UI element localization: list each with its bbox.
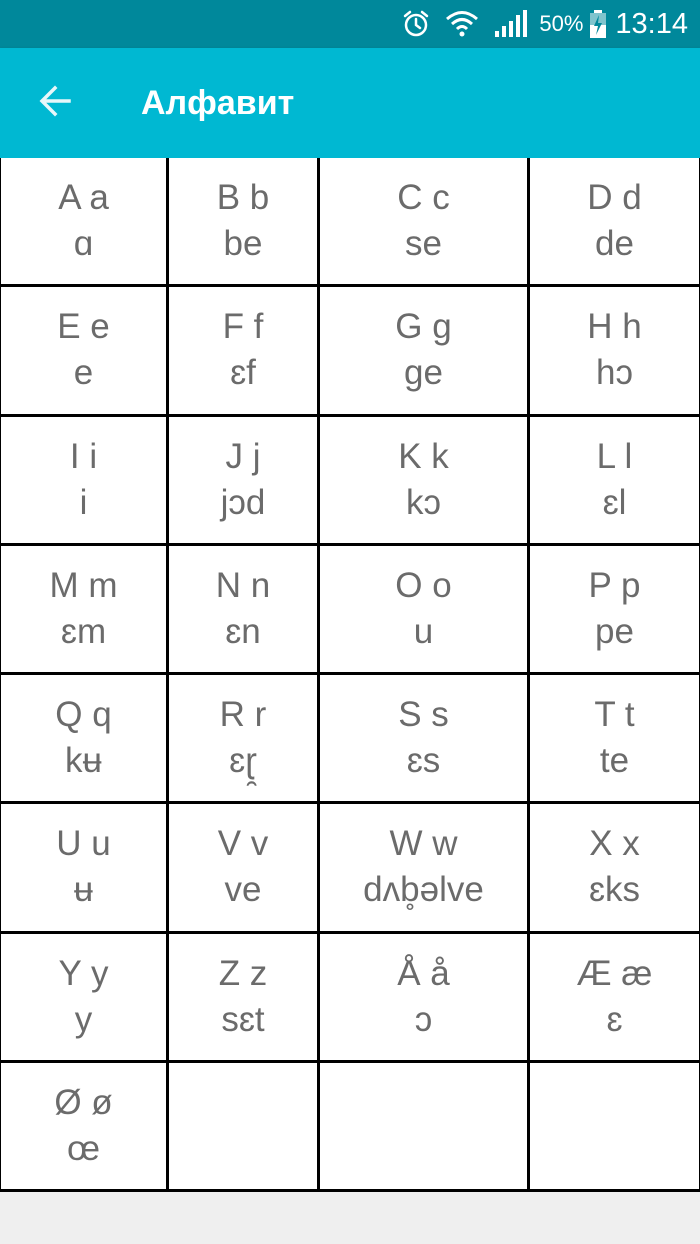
alphabet-grid — [0, 158, 700, 1192]
letter-label: A a — [58, 178, 109, 218]
pronunciation-label: kʉ — [65, 741, 102, 781]
letter-cell[interactable] — [169, 287, 320, 416]
letter-cell[interactable] — [530, 804, 700, 933]
pronunciation-label: ɛl — [602, 482, 627, 522]
letter-label: Ø ø — [54, 1082, 113, 1122]
letter-label: B b — [216, 178, 270, 218]
pronunciation-label: ɛs — [406, 741, 441, 781]
letter-cell[interactable] — [0, 1063, 169, 1192]
pronunciation-label: e — [73, 353, 94, 393]
letter-label: S s — [398, 695, 449, 735]
letter-label: F f — [222, 307, 264, 347]
pronunciation-label: ɛks — [588, 870, 641, 910]
letter-label: T t — [594, 695, 635, 735]
letter-cell[interactable] — [320, 158, 530, 287]
letter-cell[interactable] — [0, 546, 169, 675]
letter-label: P p — [588, 565, 641, 605]
letter-label: Z z — [218, 953, 268, 993]
pronunciation-label: ɑ — [73, 224, 94, 264]
letter-label: E e — [57, 307, 110, 347]
pronunciation-label: se — [405, 224, 442, 264]
letter-label: L l — [596, 436, 633, 476]
letter-label: Æ æ — [576, 953, 653, 993]
letter-label: X x — [589, 824, 640, 864]
letter-cell[interactable] — [320, 804, 530, 933]
pronunciation-label: y — [74, 999, 93, 1039]
letter-label: K k — [398, 436, 449, 476]
pronunciation-label: ɛ — [606, 999, 623, 1039]
letter-cell[interactable] — [320, 934, 530, 1063]
letter-label: I i — [69, 436, 98, 476]
pronunciation-label: ɛn — [225, 611, 261, 651]
pronunciation-label: jɔd — [220, 482, 266, 522]
pronunciation-label: œ — [66, 1128, 101, 1168]
letter-cell[interactable] — [530, 546, 700, 675]
letter-cell[interactable] — [169, 675, 320, 804]
letter-label: W w — [389, 824, 458, 864]
pronunciation-label: ge — [404, 353, 443, 393]
letter-label: J j — [225, 436, 261, 476]
page-title: Алфавит — [141, 83, 295, 122]
pronunciation-label: pe — [595, 611, 634, 651]
pronunciation-label: de — [595, 224, 634, 264]
letter-label: Y y — [58, 953, 109, 993]
letter-cell[interactable] — [530, 158, 700, 287]
letter-cell[interactable] — [0, 934, 169, 1063]
empty-cell — [169, 1063, 320, 1192]
letter-cell[interactable] — [320, 287, 530, 416]
letter-label: O o — [395, 565, 452, 605]
letter-cell[interactable] — [169, 804, 320, 933]
pronunciation-label: ve — [224, 870, 262, 910]
letter-cell[interactable] — [169, 546, 320, 675]
pronunciation-label: ɛɽ̯ — [229, 741, 257, 781]
pronunciation-label: sɛt — [221, 999, 265, 1039]
letter-label: D d — [587, 178, 642, 218]
letter-cell[interactable] — [169, 158, 320, 287]
letter-cell[interactable] — [169, 417, 320, 546]
empty-cell — [320, 1063, 530, 1192]
pronunciation-label: hɔ — [596, 353, 633, 393]
wifi-icon — [445, 9, 479, 39]
pronunciation-label: i — [79, 482, 88, 522]
letter-cell[interactable] — [530, 675, 700, 804]
letter-cell[interactable] — [320, 675, 530, 804]
letter-cell[interactable] — [530, 417, 700, 546]
pronunciation-label: ɔ — [414, 999, 433, 1039]
letter-cell[interactable] — [530, 287, 700, 416]
letter-cell[interactable] — [0, 287, 169, 416]
status-bar — [0, 0, 700, 48]
letter-cell[interactable] — [169, 934, 320, 1063]
pronunciation-label: u — [413, 611, 434, 651]
letter-label: R r — [219, 695, 267, 735]
letter-cell[interactable] — [0, 675, 169, 804]
arrow-back-icon — [38, 84, 72, 123]
letter-cell[interactable] — [0, 417, 169, 546]
pronunciation-label: ɛf — [230, 353, 256, 393]
letter-cell[interactable] — [0, 804, 169, 933]
letter-cell[interactable] — [320, 546, 530, 675]
battery-charging-icon — [589, 9, 607, 39]
letter-label: Å å — [397, 953, 450, 993]
letter-cell[interactable] — [320, 417, 530, 546]
pronunciation-label: te — [599, 741, 630, 781]
letter-label: G g — [395, 307, 452, 347]
letter-label: N n — [215, 565, 271, 605]
pronunciation-label: dʌb̥əlve — [363, 870, 484, 910]
app-bar — [0, 48, 700, 158]
pronunciation-label: ɛm — [60, 611, 107, 651]
clock: 13:14 — [615, 7, 688, 40]
letter-label: C c — [397, 178, 450, 218]
letter-label: H h — [587, 307, 642, 347]
back-button[interactable] — [27, 75, 83, 131]
battery-percent: 50% — [539, 11, 584, 36]
bottom-area — [0, 1192, 700, 1244]
pronunciation-label: be — [223, 224, 263, 264]
alarm-icon — [401, 9, 431, 39]
letter-cell[interactable] — [0, 158, 169, 287]
letter-cell[interactable] — [530, 934, 700, 1063]
pronunciation-label: ʉ — [73, 870, 94, 910]
letter-label: Q q — [55, 695, 112, 735]
letter-label: V v — [217, 824, 269, 864]
letter-label: M m — [49, 565, 118, 605]
pronunciation-label: kɔ — [406, 482, 441, 522]
empty-cell — [530, 1063, 700, 1192]
signal-icon — [493, 9, 527, 39]
letter-label: U u — [56, 824, 111, 864]
